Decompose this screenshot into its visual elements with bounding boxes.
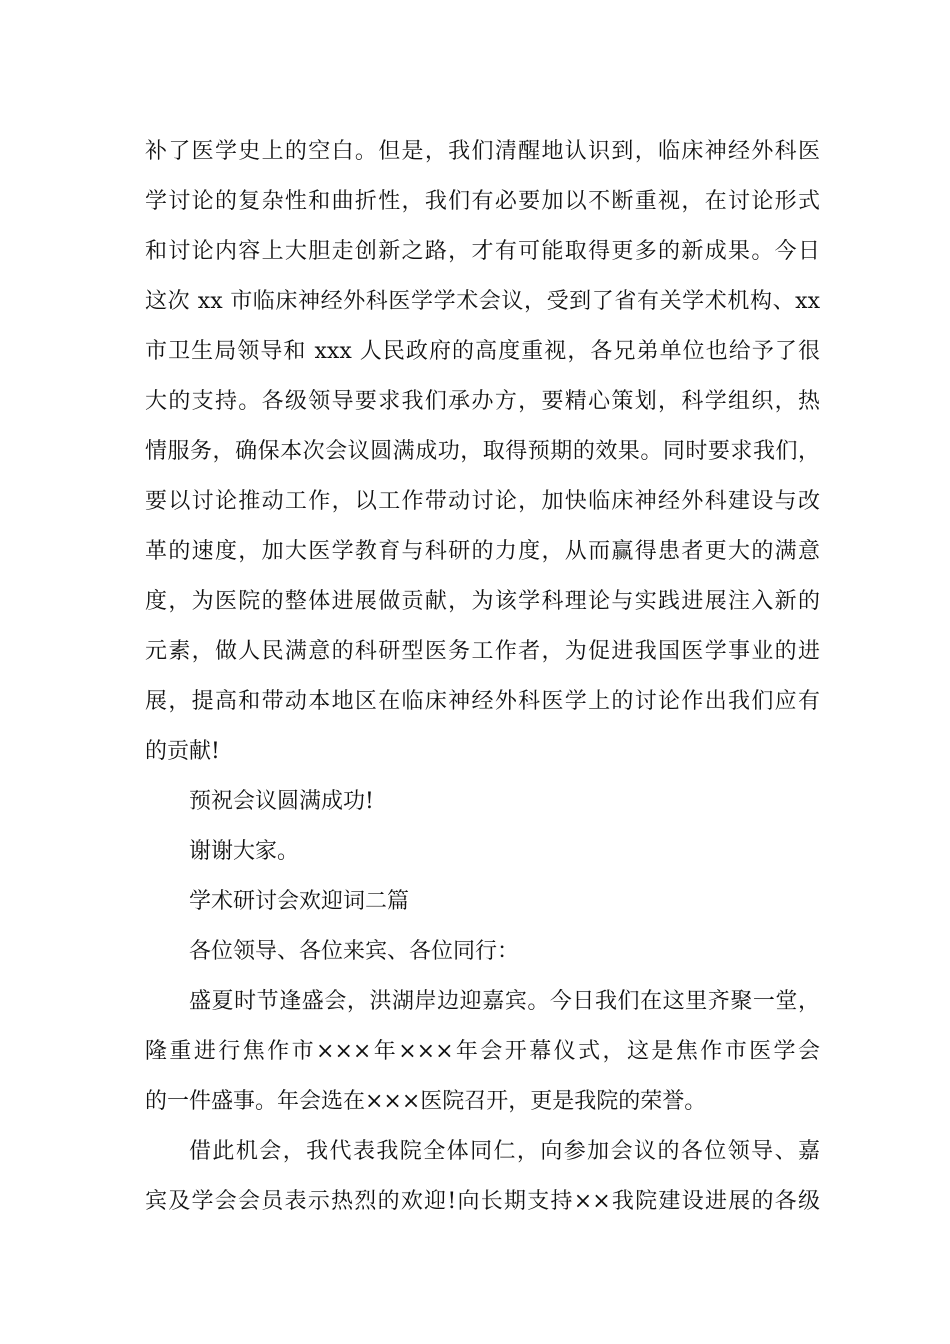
text-line: 隆重进行焦作市×××年×××年会开幕仪式，这是焦作市医学会 — [145, 1039, 820, 1064]
salutation: 各位领导、各位来宾、各位同行： — [189, 939, 520, 964]
text-line: 这次 xx 市临床神经外科医学学术会议，受到了省有关学术机构、xx — [145, 289, 820, 314]
text-line: 的贡献! — [145, 739, 220, 764]
text-line: 展，提高和带动本地区在临床神经外科医学上的讨论作出我们应有 — [145, 689, 820, 714]
text-line: 情服务，确保本次会议圆满成功，取得预期的效果。同时要求我们， — [145, 439, 820, 464]
text-line: 元素，做人民满意的科研型医务工作者，为促进我国医学事业的进 — [145, 639, 820, 664]
section-title: 学术研讨会欢迎词二篇 — [189, 889, 410, 914]
text-line: 度，为医院的整体进展做贡献，为该学科理论与实践进展注入新的 — [145, 589, 820, 614]
text-line: 和讨论内容上大胆走创新之路，才有可能取得更多的新成果。今日 — [145, 239, 820, 264]
closing-thanks: 谢谢大家。 — [189, 839, 300, 864]
text-line: 宾及学会会员表示热烈的欢迎!向长期支持××我院建设进展的各级 — [145, 1189, 820, 1214]
document-body — [145, 127, 820, 1227]
text-line: 补了医学史上的空白。但是，我们清醒地认识到，临床神经外科医 — [145, 139, 820, 164]
text-line: 市卫生局领导和 xxx 人民政府的高度重视，各兄弟单位也给予了很 — [145, 339, 820, 364]
text-line: 学讨论的复杂性和曲折性，我们有必要加以不断重视，在讨论形式 — [145, 189, 820, 214]
text-line: 借此机会，我代表我院全体同仁，向参加会议的各位领导、嘉 — [189, 1139, 820, 1164]
text-line: 要以讨论推动工作，以工作带动讨论，加快临床神经外科建设与改 — [145, 489, 820, 514]
text-line: 盛夏时节逢盛会，洪湖岸边迎嘉宾。今日我们在这里齐聚一堂， — [189, 989, 820, 1014]
text-line: 大的支持。各级领导要求我们承办方，要精心策划，科学组织，热 — [145, 389, 820, 414]
closing-wish: 预祝会议圆满成功! — [189, 789, 374, 814]
text-line: 革的速度，加大医学教育与科研的力度，从而赢得患者更大的满意 — [145, 539, 820, 564]
text-line: 的一件盛事。年会选在×××医院召开，更是我院的荣誉。 — [145, 1089, 707, 1114]
